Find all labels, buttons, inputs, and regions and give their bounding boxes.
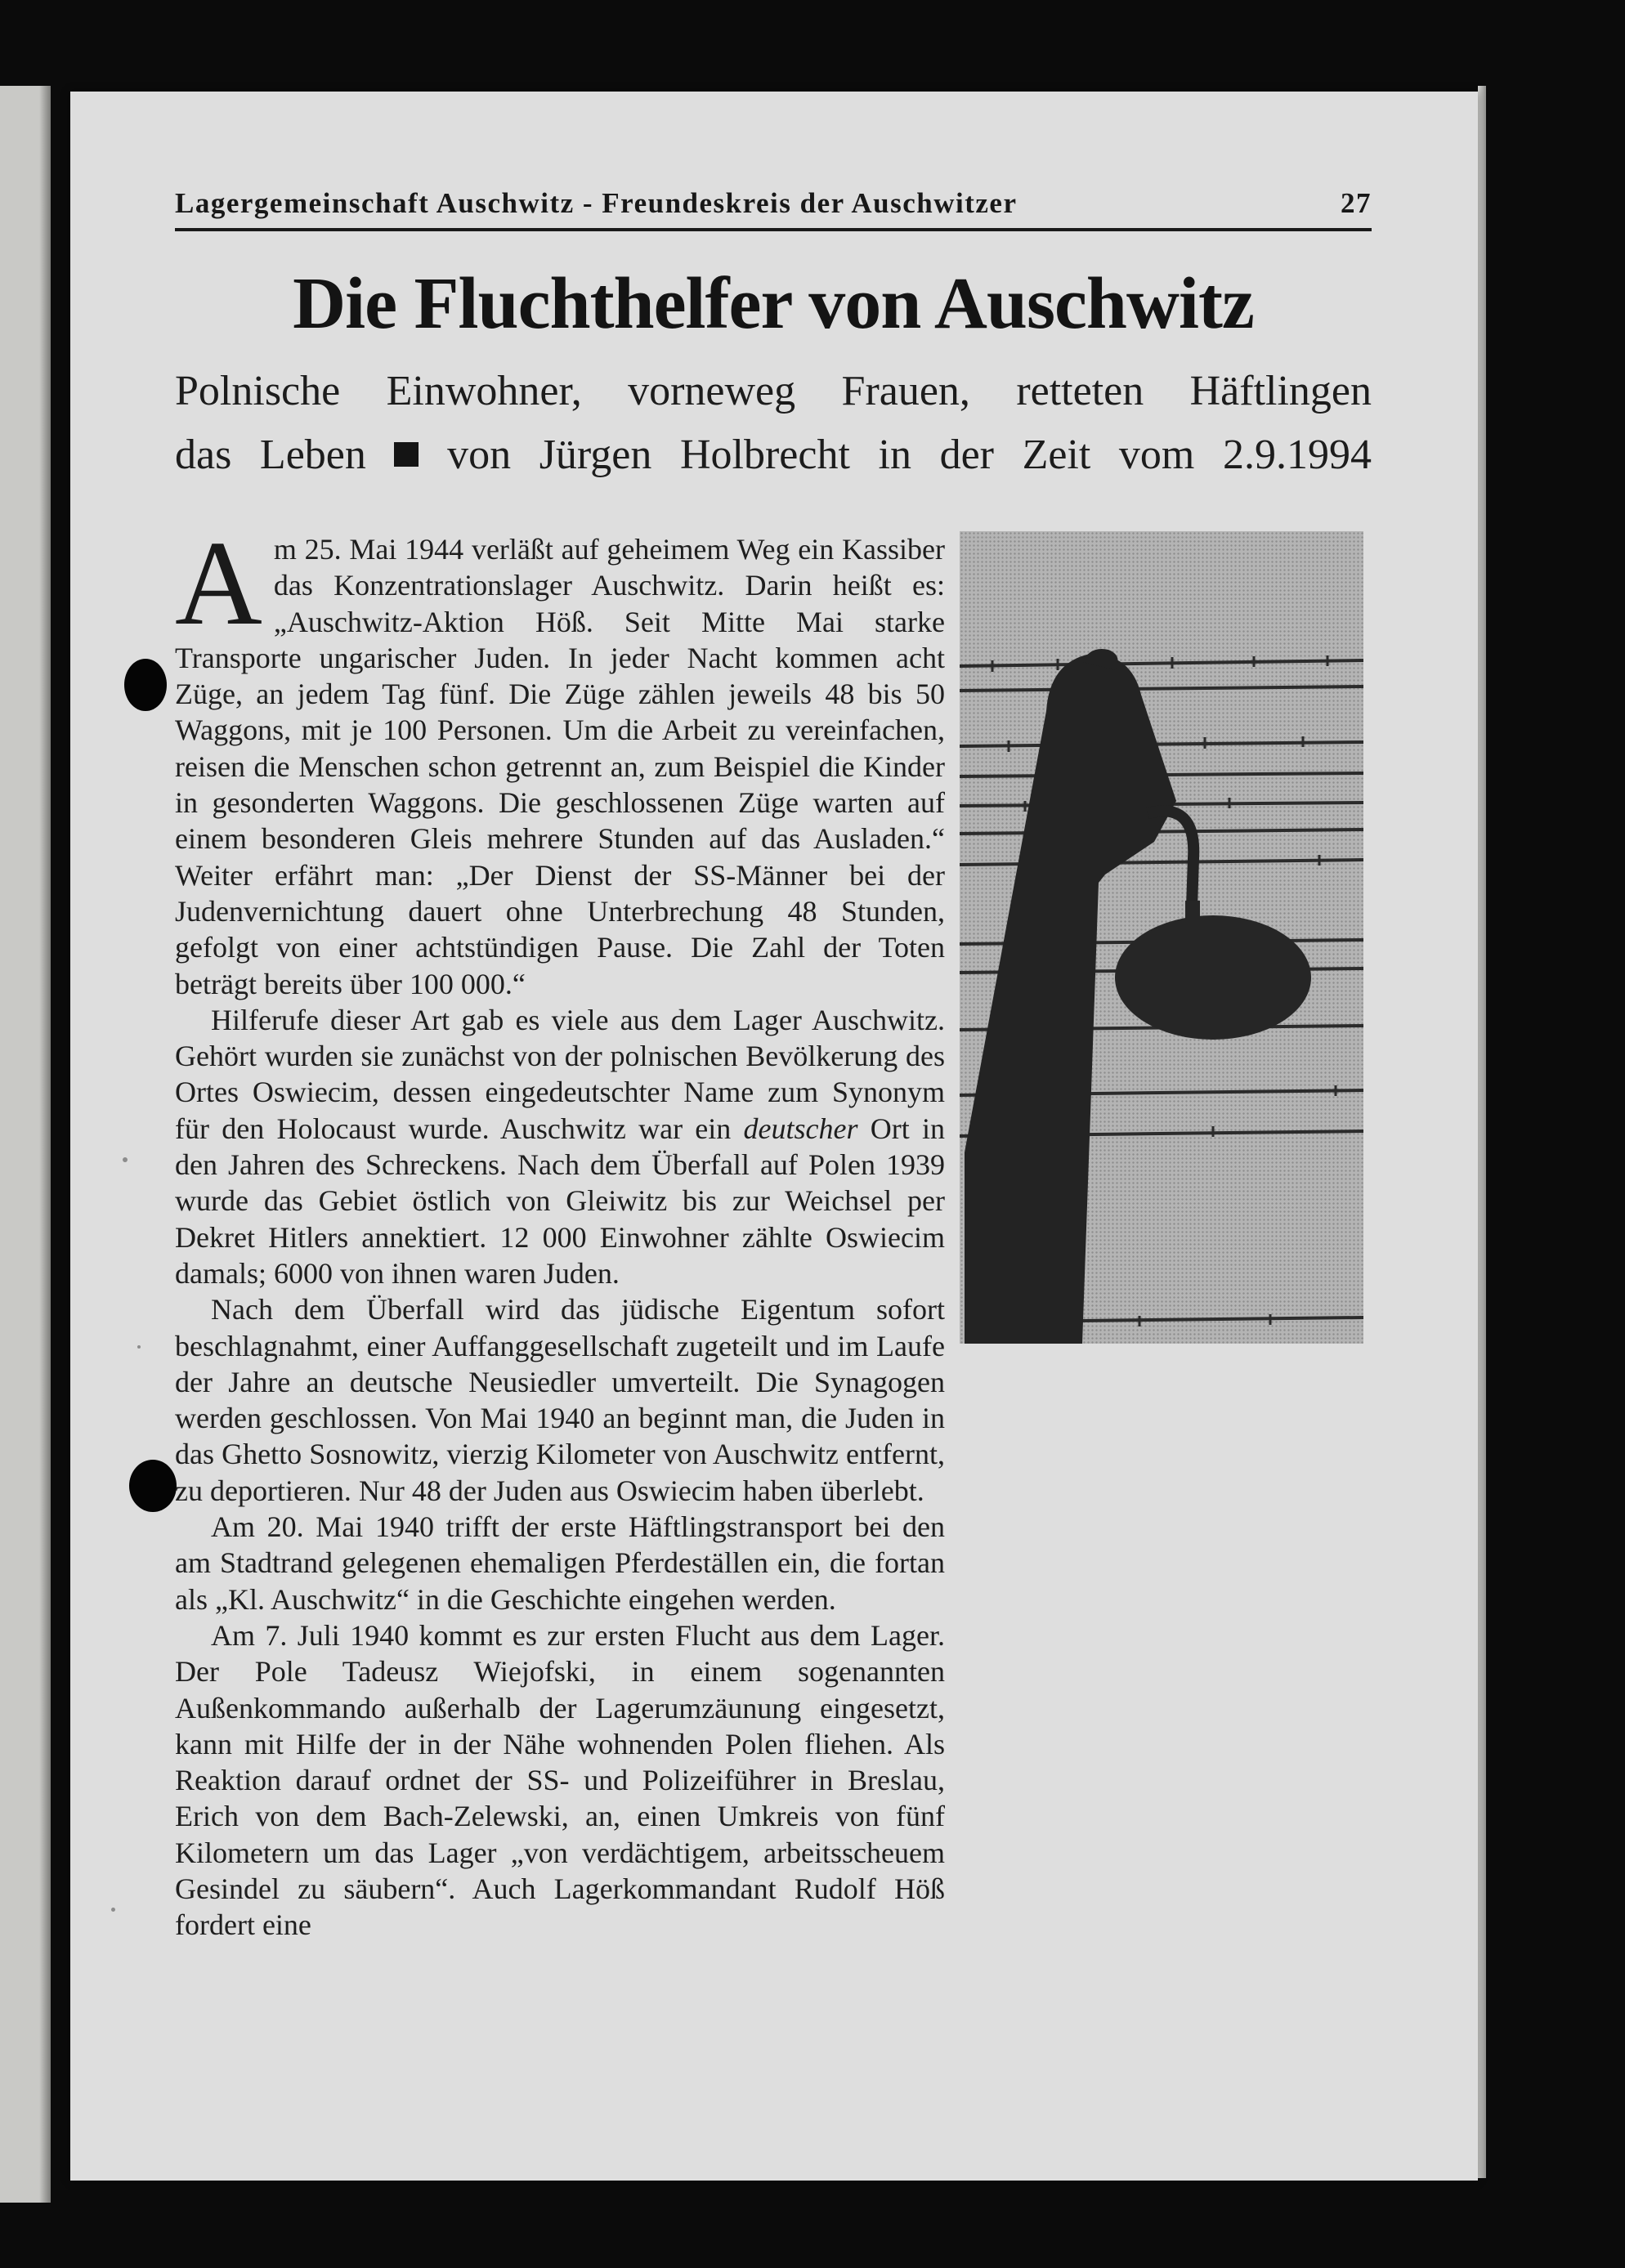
subtitle-text-a: das Leben bbox=[175, 432, 366, 478]
running-title: Lagergemeinschaft Auschwitz - Freundeskreis der Auschwitzer bbox=[175, 187, 1018, 219]
punch-hole-bottom bbox=[129, 1460, 177, 1512]
paper-speck bbox=[123, 1157, 128, 1162]
subtitle-line-1: Polnische Einwohner, vorneweg Frauen, retteten Häftlingen bbox=[175, 368, 1372, 414]
paragraph-3: Nach dem Überfall wird das jüdische Eigentum sofort beschlagnahmt, einer Auffanggesellschaft zugeteilt und im Laufe der Jahre an deutsche Neusiedler umverteilt. Die Synagogen werden geschlossen. Von Mai 1940 an beginnt man, die Juden in das Ghetto Sosnowitz, vierzig Kilometer von Auschwitz entfernt, zu deportieren. Nur 48 der Juden aus Oswiecim haben überlebt. bbox=[175, 1293, 945, 1507]
drop-cap: A bbox=[175, 517, 262, 651]
fence-lamp-photo bbox=[960, 531, 1363, 1344]
subtitle-line-2 bbox=[175, 423, 1372, 487]
book-gutter bbox=[39, 86, 51, 2203]
paragraph-2-emphasis: deutscher bbox=[743, 1112, 858, 1145]
article-title: Die Fluchthelfer von Auschwitz bbox=[293, 263, 1254, 344]
adjacent-page-edge bbox=[0, 86, 51, 2203]
paragraph-2-text-b: Ort in den Jahren des Schreckens. Nach dem Überfall auf Polen 1939 wurde das Gebiet östlich von Gleiwitz bis zur Weichsel per Dekret Hitlers annektiert. 12 000 Einwohner zählte Oswiecim damals; 6000 von ihnen waren Juden. bbox=[175, 1112, 946, 1290]
running-header bbox=[175, 179, 1372, 231]
square-bullet-icon bbox=[394, 442, 419, 467]
paragraph-2-text-a: Hilferufe dieser Art gab es viele aus dem Lager Auschwitz. Gehört wurden sie zunächst von der polnischen Bevölkerung des Ortes Oswiecim, dessen eingedeutschter Name zum Synonym für den Holocaust wurde. Auschwitz war ein bbox=[175, 1003, 945, 1145]
page-stack-edge bbox=[1478, 86, 1486, 2178]
article-body bbox=[175, 517, 946, 1944]
article-subtitle bbox=[175, 360, 1372, 487]
lamp-neck bbox=[1185, 901, 1200, 925]
page-number: 27 bbox=[1341, 187, 1372, 219]
subtitle-byline: von Jürgen Holbrecht in der Zeit vom 2.9.1994 bbox=[447, 432, 1372, 478]
article-photo bbox=[960, 531, 1363, 1344]
paragraph-1-text: m 25. Mai 1944 verläßt auf geheimem Weg ein Kassiber das Konzentrationslager Auschwitz. Darin heißt es: „Auschwitz-Aktion Höß. Seit Mitte Mai starke Transporte ungarischer Juden. In jeder Nacht kommen acht Züge, an jedem Tag fünf. Die Züge zählen jeweils 48 bis 50 Waggons, mit je 100 Personen. Um die Arbeit zu vereinfachen, reisen die Menschen schon getrennt an, zum Beispiel die Kinder in gesonderten Waggons. Die geschlossenen Züge warten auf einem besonderen Gleis mehrere Stunden auf das Ausladen.“ Weiter erfährt man: „Der Dienst der SS-Männer bei der Judenvernichtung dauert ohne Unterbrechung 48 Stunden, gefolgt von einer achtstündigen Pause. Die Zahl der Toten beträgt bereits über 100 000.“ bbox=[175, 533, 945, 1000]
punch-hole-top bbox=[124, 659, 167, 711]
paragraph-2 bbox=[175, 1002, 945, 1291]
paper-speck bbox=[137, 1345, 141, 1349]
paper-speck bbox=[111, 1908, 115, 1912]
paragraph-5: Am 7. Juli 1940 kommt es zur ersten Flucht aus dem Lager. Der Pole Tadeusz Wiejofski, in einem sogenannten Außenkommando außerhalb der Lagerumzäunung eingesetzt, kann mit Hilfe der in der Nähe wohnenden Polen fliehen. Als Reaktion darauf ordnet der SS- und Polizeiführer in Breslau, Erich von dem Bach-Zelewski, an, einen Umkreis von fünf Kilometern um das Lager „von verdächtigem, arbeitsscheuem Gesindel zu säubern“. Auch Lagerkommandant Rudolf Höß fordert eine bbox=[175, 1618, 945, 1942]
paragraph-1 bbox=[175, 517, 945, 1002]
paragraph-4: Am 20. Mai 1940 trifft der erste Häftlingstransport bei den am Stadtrand gelegenen ehemaligen Pferdeställen ein, die fortan als „Kl. Auschwitz“ in die Geschichte eingehen werden. bbox=[175, 1510, 945, 1616]
lamp-shade bbox=[1115, 915, 1311, 1040]
